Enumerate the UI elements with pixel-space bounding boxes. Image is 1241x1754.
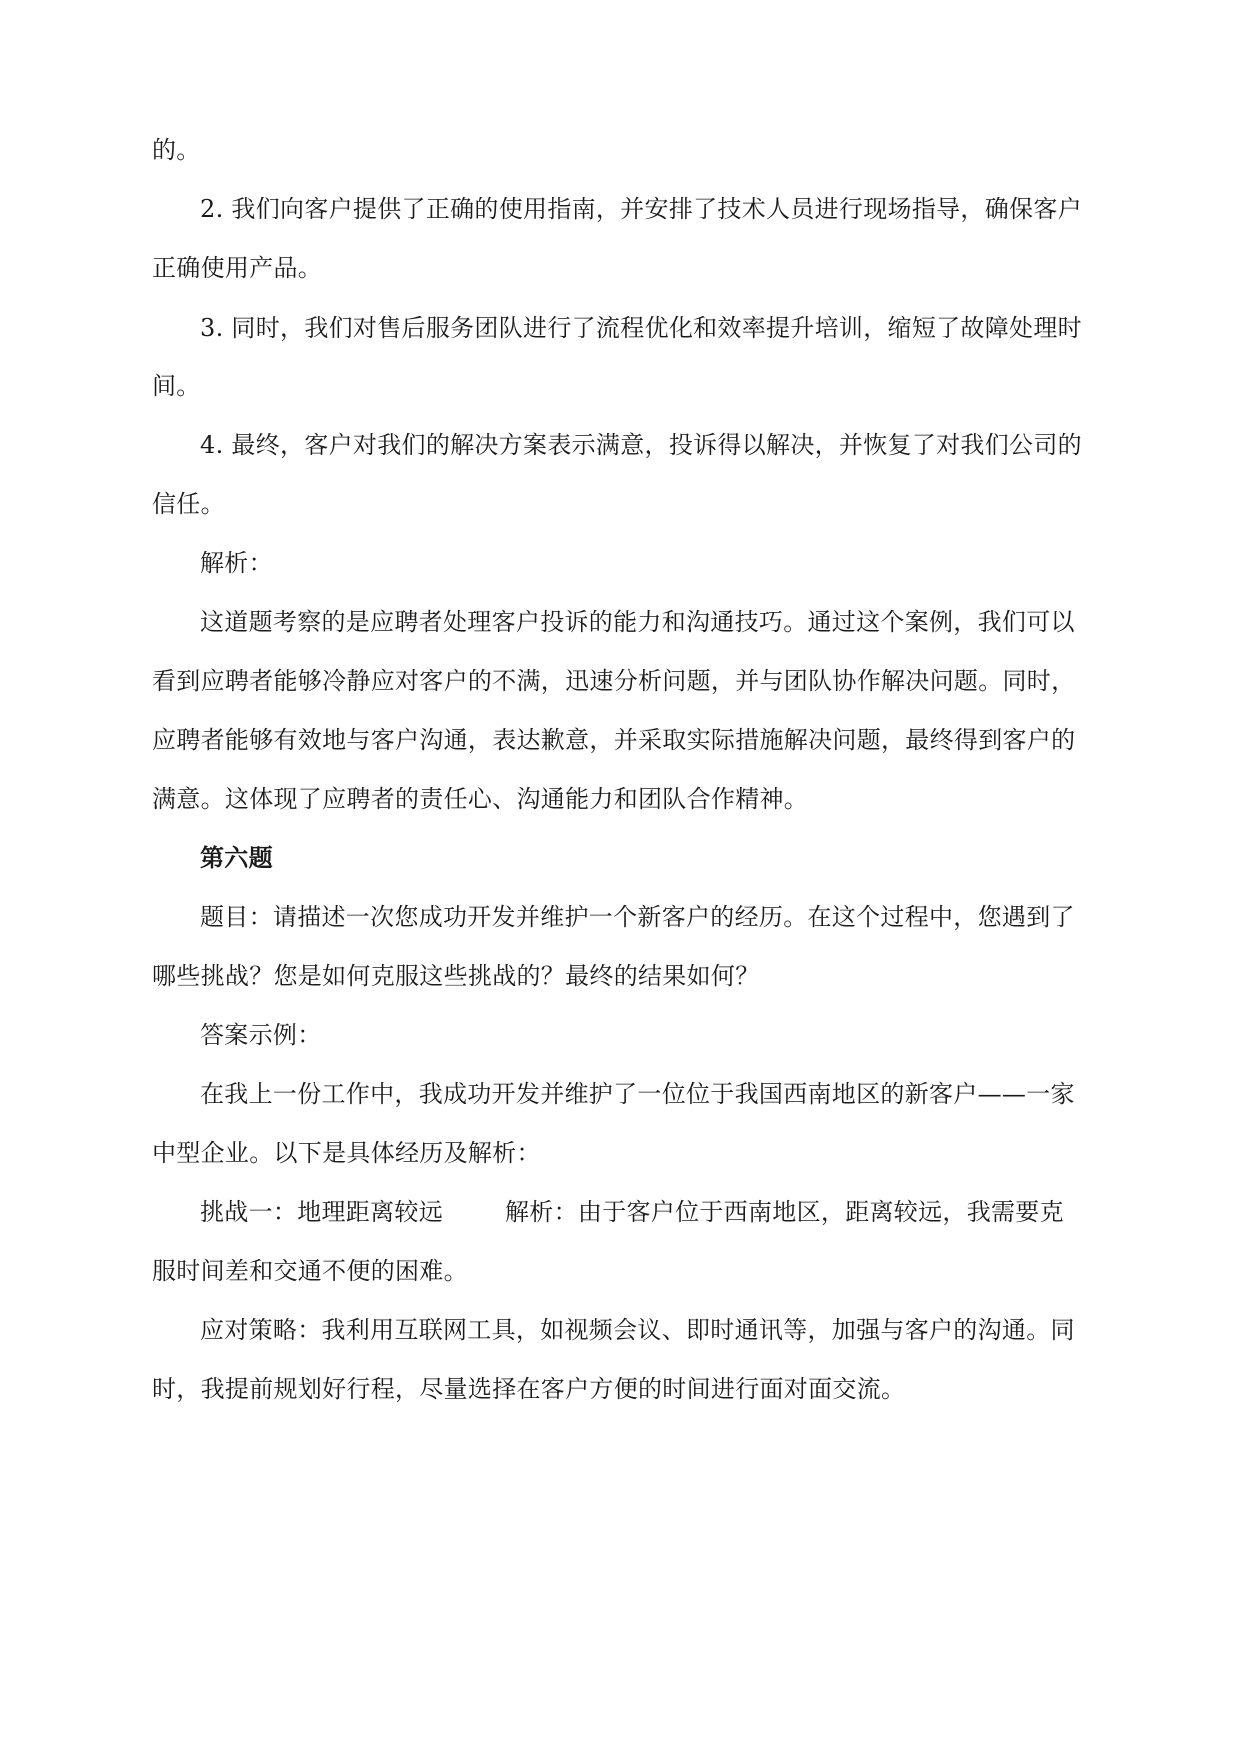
paragraph-line: 4. 最终，客户对我们的解决方案表示满意，投诉得以解决，并恢复了对我们公司的	[200, 431, 1082, 459]
section-label: 答案示例：	[200, 1021, 322, 1049]
paragraph-line: 这道题考察的是应聘者处理客户投诉的能力和沟通技巧。通过这个案例，我们可以	[200, 608, 1075, 636]
paragraph-line: 正确使用产品。	[152, 254, 323, 282]
paragraph-line: 哪些挑战？您是如何克服这些挑战的？最终的结果如何？	[152, 962, 760, 990]
paragraph-line: 间。	[152, 372, 201, 400]
paragraph-line	[200, 1192, 1112, 1232]
paragraph-line: 在我上一份工作中，我成功开发并维护了一位位于我国西南地区的新客户——一家	[200, 1080, 1075, 1108]
section-label: 解析：	[200, 549, 273, 577]
question-heading: 第六题	[200, 843, 273, 872]
paragraph-line: 时，我提前规划好行程，尽量选择在客户方便的时间进行面对面交流。	[152, 1375, 906, 1403]
paragraph-line: 应聘者能够有效地与客户沟通，表达歉意，并采取实际措施解决问题，最终得到客户的	[152, 726, 1076, 754]
challenge-analysis: 解析：由于客户位于西南地区，距离较远，我需要克	[505, 1198, 1064, 1226]
paragraph-line: 信任。	[152, 490, 225, 518]
paragraph-line: 2. 我们向客户提供了正确的使用指南，并安排了技术人员进行现场指导，确保客户	[200, 195, 1082, 223]
paragraph-line: 看到应聘者能够冷静应对客户的不满，迅速分析问题，并与团队协作解决问题。同时，	[152, 667, 1076, 695]
paragraph-line: 服时间差和交通不便的困难。	[152, 1257, 468, 1285]
challenge-title: 挑战一：地理距离较远	[200, 1198, 443, 1226]
paragraph-line: 中型企业。以下是具体经历及解析：	[152, 1139, 541, 1167]
paragraph-line: 的。	[152, 136, 201, 164]
paragraph-line: 应对策略：我利用互联网工具，如视频会议、即时通讯等，加强与客户的沟通。同	[200, 1316, 1075, 1344]
paragraph-line: 满意。这体现了应聘者的责任心、沟通能力和团队合作精神。	[152, 785, 809, 813]
paragraph-line: 3. 同时，我们对售后服务团队进行了流程优化和效率提升培训，缩短了故障处理时	[200, 314, 1082, 342]
paragraph-line: 题目：请描述一次您成功开发并维护一个新客户的经历。在这个过程中，您遇到了	[200, 903, 1075, 931]
